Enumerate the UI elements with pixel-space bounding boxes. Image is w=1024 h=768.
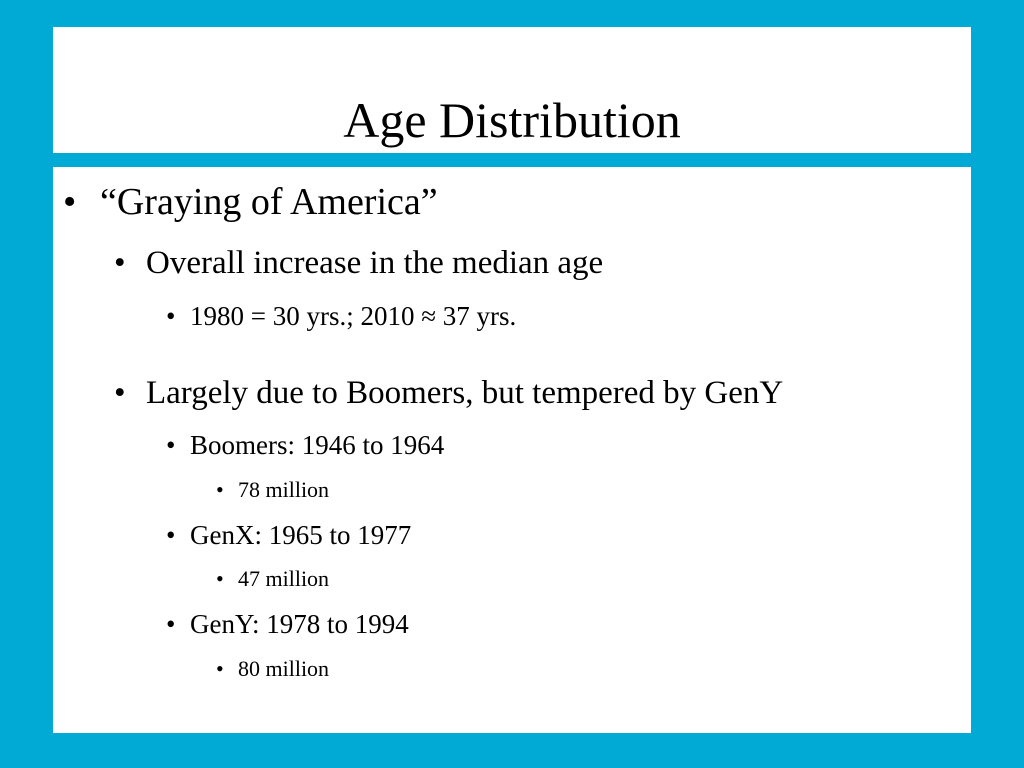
bullet-text: 80 million [238, 656, 330, 681]
bullet-glyph: • [216, 477, 224, 502]
bullet-item-level-4 [216, 477, 916, 503]
bullet-text: GenX: 1965 to 1977 [190, 520, 412, 550]
bullet-glyph: • [63, 181, 77, 223]
title-panel [53, 27, 971, 153]
bullet-glyph: • [166, 520, 176, 550]
bullet-glyph: • [166, 301, 176, 331]
bullet-text: Overall increase in the median age [146, 245, 604, 281]
bullet-glyph: • [114, 375, 126, 411]
bullet-text: 1980 = 30 yrs.; 2010 ≈ 37 yrs. [190, 301, 517, 331]
bullet-glyph: • [166, 430, 176, 460]
bullet-item-level-4 [216, 566, 916, 592]
bullet-glyph: • [166, 609, 176, 639]
bullet-glyph: • [216, 566, 224, 591]
bullet-text: GenY: 1978 to 1994 [190, 609, 409, 639]
bullet-text: 47 million [238, 566, 330, 591]
slide-title: Age Distribution [343, 92, 681, 148]
bullet-item-level-1 [63, 181, 943, 223]
bullet-text: “Graying of America” [100, 181, 438, 223]
bullet-glyph: • [114, 245, 126, 281]
content-panel [53, 167, 971, 733]
bullet-text: 78 million [238, 477, 330, 502]
bullet-item-level-3 [166, 300, 946, 332]
bullet-item-level-3 [166, 429, 946, 461]
bullet-item-level-2 [114, 374, 964, 412]
bullet-item-level-4 [216, 656, 916, 682]
bullet-item-level-3 [166, 519, 946, 551]
bullet-text: Largely due to Boomers, but tempered by GenY [146, 375, 784, 411]
bullet-item-level-3 [166, 608, 946, 640]
bullet-item-level-2 [114, 244, 954, 282]
bullet-glyph: • [216, 656, 224, 681]
bullet-text: Boomers: 1946 to 1964 [190, 430, 445, 460]
